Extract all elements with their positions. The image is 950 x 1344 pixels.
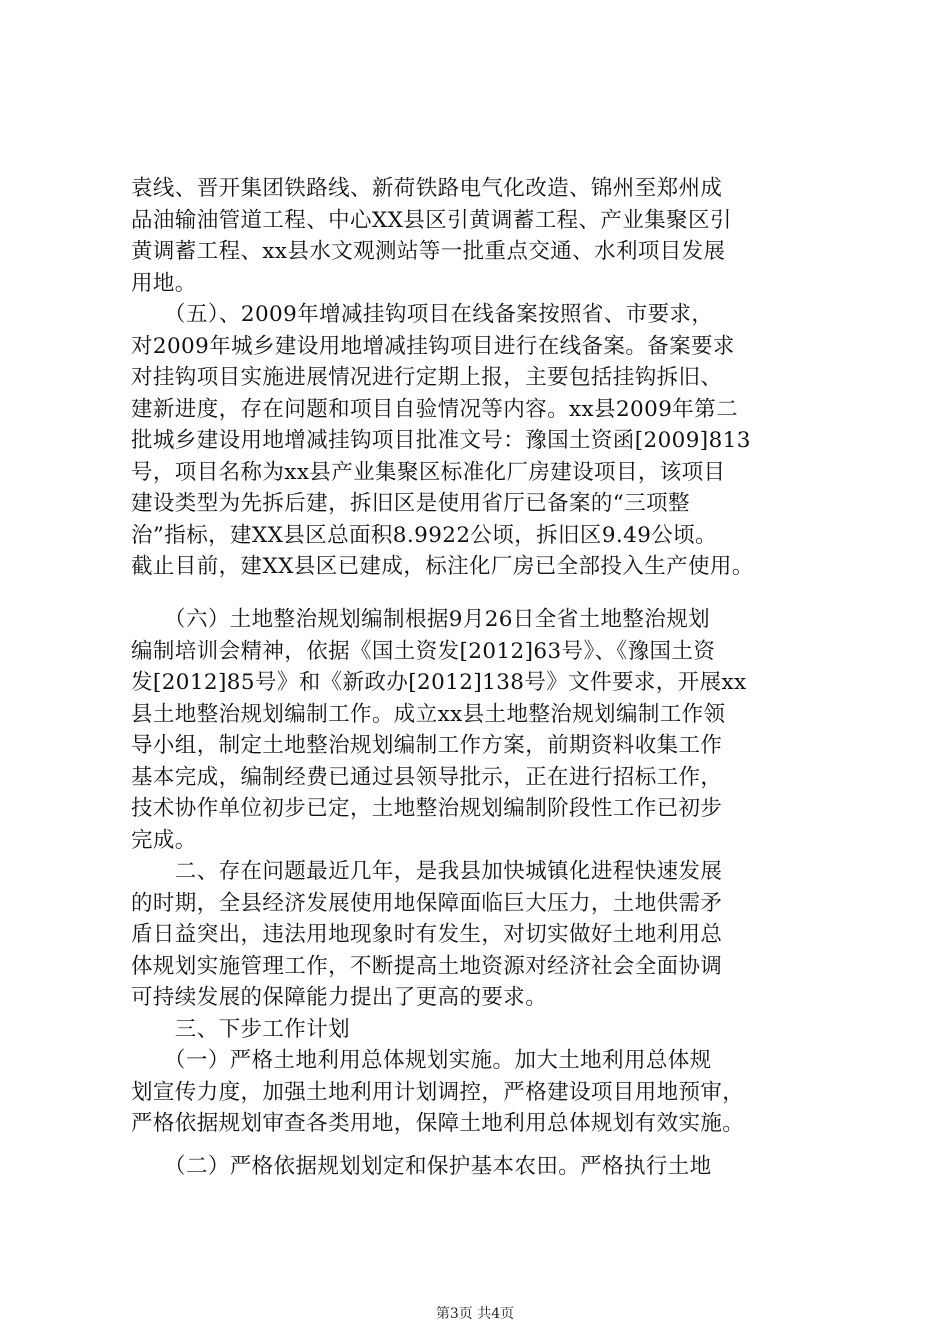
- text-line: 建新进度，存在问题和项目自验情况等内容。xx县2009年第二: [131, 396, 738, 422]
- text-line: 体规划实施管理工作，不断提高土地资源对经济社会全面协调: [131, 953, 723, 979]
- text-line: 严格依据规划审查各类用地，保障土地利用总体规划有效实施。: [131, 1111, 745, 1136]
- text-line: 二、存在问题最近几年，是我县加快城镇化进程快速发展: [131, 859, 723, 884]
- body-text-section-3: [131, 1151, 856, 1183]
- text-line: 导小组，制定土地整治规划编制工作方案，前期资料收集工作: [131, 733, 723, 758]
- text-line: 编制培训会精神，依据《国土资发[2012]63号》、《豫国土资: [131, 638, 716, 664]
- text-line: 黄调蓄工程、xx县水文观测站等一批重点交通、水利项目发展: [131, 239, 726, 264]
- text-line: 袁线、晋开集团铁路线、新荷铁路电气化改造、锦州至郑州成: [131, 176, 723, 201]
- page-footer: 第3页 共4页: [435, 1306, 515, 1322]
- text-line: 号，项目名称为xx县产业集聚区标准化厂房建设项目，该项目: [131, 459, 726, 485]
- text-line: 用地。: [131, 270, 197, 296]
- text-line: 划宣传力度，加强土地利用计划调控，严格建设项目用地预审，: [131, 1079, 745, 1105]
- text-line: 建设类型为先拆后建，拆旧区是使用省厅已备案的“三项整: [131, 491, 690, 516]
- text-line: （六）土地整治规划编制根据9月26日全省土地整治规划: [131, 607, 710, 632]
- text-line: 对挂钩项目实施进展情况进行定期上报，主要包括挂钩拆旧、: [131, 365, 723, 390]
- text-line: （二）严格依据规划划定和保护基本农田。严格执行土地: [131, 1154, 712, 1179]
- text-line: 可持续发展的保障能力提出了更高的要求。: [131, 985, 548, 1010]
- text-line: （一）严格土地利用总体规划实施。加大土地利用总体规: [131, 1048, 712, 1073]
- body-text-section-1: [131, 173, 856, 583]
- text-line: 县土地整治规划编制工作。成立xx县土地整治规划编制工作领: [131, 701, 726, 727]
- text-line: 三、下步工作计划: [131, 1016, 351, 1042]
- text-line: 治”指标，建XX县区总面积8.9922公顷，拆旧区9.49公顷。: [131, 522, 718, 548]
- text-line: 批城乡建设用地增减挂钩项目批准文号：豫国土资函[2009]813: [131, 428, 751, 453]
- text-line: 品油输油管道工程、中心XX县区引黄调蓄工程、产业集聚区引: [131, 207, 732, 233]
- text-line: （五）、2009年增减挂钩项目在线备案按照省、市要求，: [131, 302, 714, 327]
- text-line: 技术协作单位初步已定，土地整治规划编制阶段性工作已初步: [131, 796, 723, 821]
- body-text-section-2: [131, 604, 856, 1140]
- text-line: 发[2012]85号》和《新政办[2012]138号》文件要求，开展xx: [131, 670, 747, 695]
- text-line: 的时期，全县经济发展使用地保障面临巨大压力，土地供需矛: [131, 890, 723, 916]
- text-line: 截止目前，建XX县区已建成，标注化厂房已全部投入生产使用。: [131, 554, 754, 579]
- text-line: 基本完成，编制经费已通过县领导批示，正在进行招标工作，: [131, 764, 723, 790]
- text-line: 对2009年城乡建设用地增减挂钩项目进行在线备案。备案要求: [131, 333, 735, 359]
- text-line: 完成。: [131, 827, 197, 853]
- text-line: 盾日益突出，违法用地现象时有发生，对切实做好土地利用总: [131, 922, 723, 947]
